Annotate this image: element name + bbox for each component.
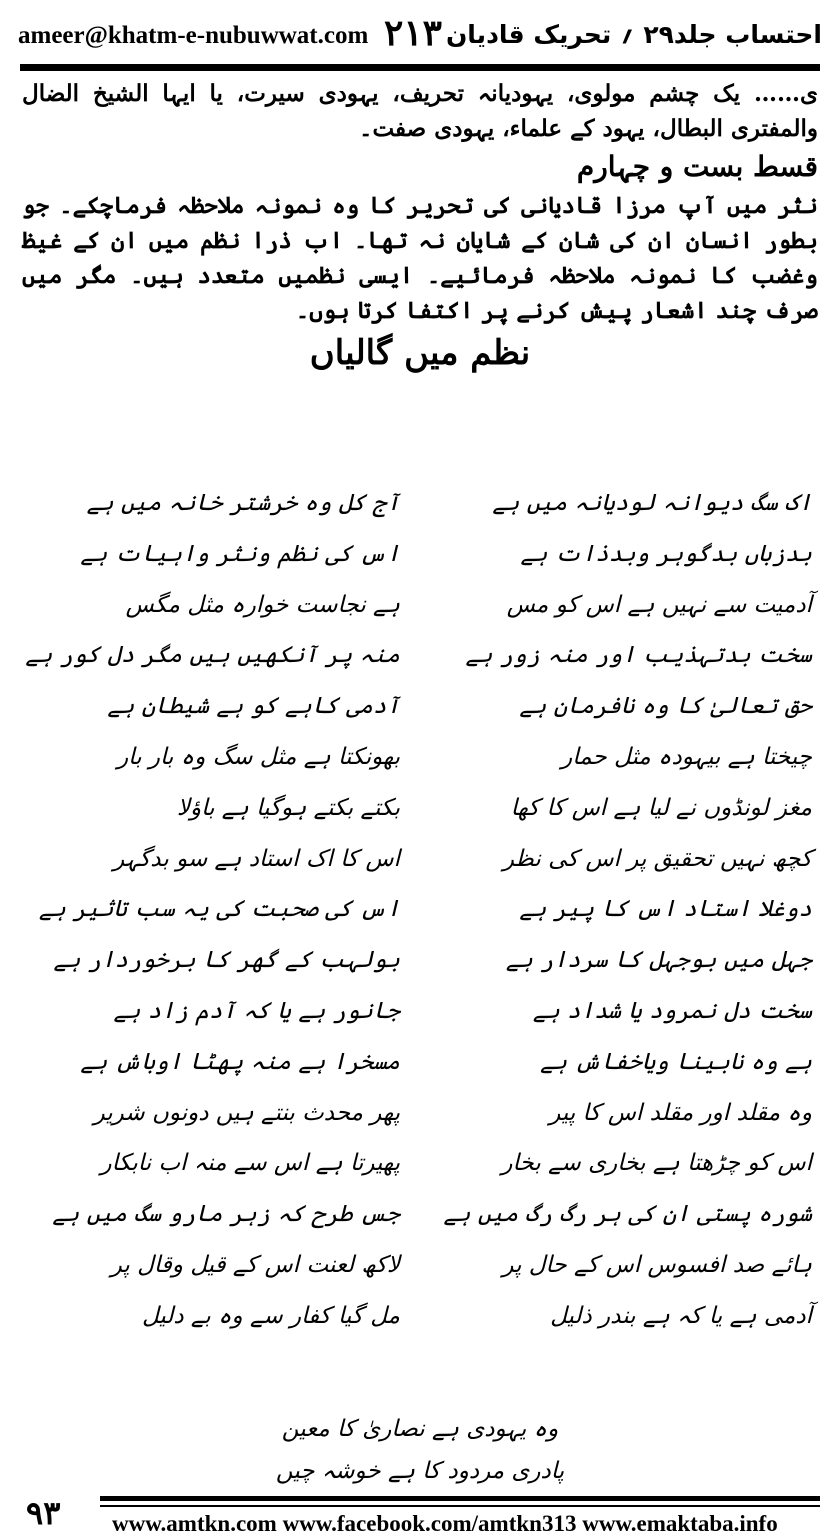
couplet-row	[22, 537, 818, 588]
section-heading: قسط بست و چہارم	[576, 150, 818, 183]
first-hemistich: آدمیت سے نہیں ہے اس کو مس	[506, 591, 812, 618]
second-hemistich: لاکھ لعنت اس کے قیل وقال پر	[110, 1251, 400, 1278]
couplet-row	[22, 842, 818, 893]
header-page-number: ۲۱۳	[384, 12, 443, 54]
poem-title: نظم میں گالیاں	[309, 333, 531, 373]
second-hemistich: بھونکتا ہے مثل سگ وہ بار بار	[117, 743, 400, 770]
second-hemistich: بولہب کے گھر کا برخوردار ہے	[53, 947, 400, 974]
second-hemistich: اس کا اک استاد ہے سو بدگہر	[113, 845, 400, 872]
first-hemistich: حق تعالیٰ کا وہ نافرمان ہے	[519, 693, 812, 720]
closing-couplet	[0, 1408, 840, 1492]
first-hemistich: بدزباں بدگوہر وبدذات ہے	[520, 540, 812, 567]
first-hemistich: اس کو چڑھتا ہے بخاری سے بخار	[501, 1150, 812, 1177]
first-hemistich: ہائے صد افسوس اس کے حال پر	[502, 1251, 812, 1278]
footer-links: www.amtkn.com www.facebook.com/amtkn313 www.emaktaba.info	[112, 1511, 778, 1536]
couplet-row	[22, 892, 818, 943]
footer-rule	[100, 1496, 820, 1501]
page-header	[0, 8, 840, 58]
couplet-row	[22, 1146, 818, 1197]
couplet-row	[22, 638, 818, 689]
header-book-title: احتساب جلد۲۹ ؍ تحریک قادیان	[445, 20, 822, 49]
second-hemistich: ہے نجاست خوارہ مثل مگس	[125, 591, 400, 618]
first-hemistich: اک سگ دیوانہ لودیانہ میں ہے	[492, 490, 812, 516]
first-hemistich: جہل میں بوجہل کا سردار ہے	[505, 947, 812, 974]
couplet-row	[22, 689, 818, 740]
couplet-row	[22, 1096, 818, 1147]
couplet-row	[22, 486, 818, 537]
second-hemistich: بکتے بکتے ہوگیا ہے باؤلا	[176, 794, 400, 821]
second-hemistich: آدمی کاہے کو ہے شیطان ہے	[107, 693, 400, 720]
second-hemistich: جانور ہے یا کہ آدم زاد ہے	[113, 997, 400, 1024]
second-hemistich: پھیرتا ہے اس سے منہ اب نابکار	[100, 1150, 400, 1177]
first-hemistich: سخت بدتہذیب اور منہ زور ہے	[465, 642, 812, 669]
couplet-row	[22, 994, 818, 1045]
closing-line: پادری مردود کا ہے خوشہ چیں	[275, 1458, 565, 1484]
first-hemistich: مغز لونڈوں نے لیا ہے اس کا کھا	[510, 794, 812, 821]
intro-paragraph: ی…… یک چشم مولوی، یہودیانہ تحریف، یہودی سیرت، یا ایہا الشیخ الضال والمفتری البطال، یہود کے علماء، یہودی صفت۔	[22, 80, 818, 142]
second-hemistich: جس طرح کہ زہر مارو سگ میں ہے	[52, 1201, 400, 1228]
second-hemistich: آج کل وہ خرشتر خانہ میں ہے	[86, 490, 400, 516]
header-rule	[20, 64, 820, 71]
first-hemistich: سخت دل نمرود یا شداد ہے	[532, 997, 812, 1024]
first-hemistich: شورہ پستی ان کی ہر رگ رگ میں ہے	[443, 1201, 812, 1228]
couplet-row	[22, 740, 818, 791]
couplet-row	[22, 1045, 818, 1096]
couplet-row	[22, 1197, 818, 1248]
header-email: ameer@khatm-e-nubuwwat.com	[18, 22, 369, 49]
footer-page-number: ۹۳	[26, 1494, 61, 1532]
second-hemistich: پھر محدث بنتے ہیں دونوں شریر	[93, 1099, 400, 1126]
couplet-row	[22, 943, 818, 994]
prose-paragraph: نثر میں آپ مرزا قادیانی کی تحریر کا وہ نمونہ ملاحظہ فرماچکے۔ جو بطور انسان ان کی شان کے شایان نہ تھا۔ اب ذرا نظم میں ان کے غیظ وغضب کا نمونہ ملاحظہ فرمائیے۔ ایسی نظمیں متعدد ہیں۔ مگر میں صرف چند اشعار پیش کرنے پر اکتفا کرتا ہوں۔	[22, 192, 818, 324]
couplet-row	[22, 791, 818, 842]
page-footer	[0, 1494, 840, 1540]
first-hemistich: آدمی ہے یا کہ ہے بندر ذلیل	[550, 1302, 812, 1329]
closing-line: وہ یہودی ہے نصاریٰ کا معین	[281, 1416, 559, 1442]
first-hemistich: دوغلا استاد اس کا پیر ہے	[519, 896, 812, 923]
couplet-row	[22, 588, 818, 639]
first-hemistich: وہ مقلد اور مقلد اس کا پیر	[549, 1099, 812, 1126]
footer-rule-thin	[100, 1505, 820, 1507]
first-hemistich: ہے وہ نابینا ویاخفاش ہے	[540, 1048, 812, 1075]
first-hemistich: چیختا ہے بیہودہ مثل حمار	[561, 743, 812, 770]
couplet-row	[22, 1248, 818, 1299]
body-text	[22, 76, 818, 378]
second-hemistich: مسخرا ہے منہ پھٹا اوباش ہے	[80, 1048, 400, 1075]
second-hemistich: اس کی نظم ونثر واہیات ہے	[80, 540, 400, 567]
second-hemistich: مل گیا کفار سے وہ بے دلیل	[141, 1302, 400, 1329]
second-hemistich: اس کی صحبت کی یہ سب تاثیر ہے	[38, 896, 400, 923]
poem-couplets	[22, 486, 818, 1350]
second-hemistich: منہ پر آنکھیں ہیں مگر دل کور ہے	[25, 642, 400, 669]
couplet-row	[22, 1299, 818, 1350]
first-hemistich: کچھ نہیں تحقیق پر اس کی نظر	[502, 845, 812, 872]
